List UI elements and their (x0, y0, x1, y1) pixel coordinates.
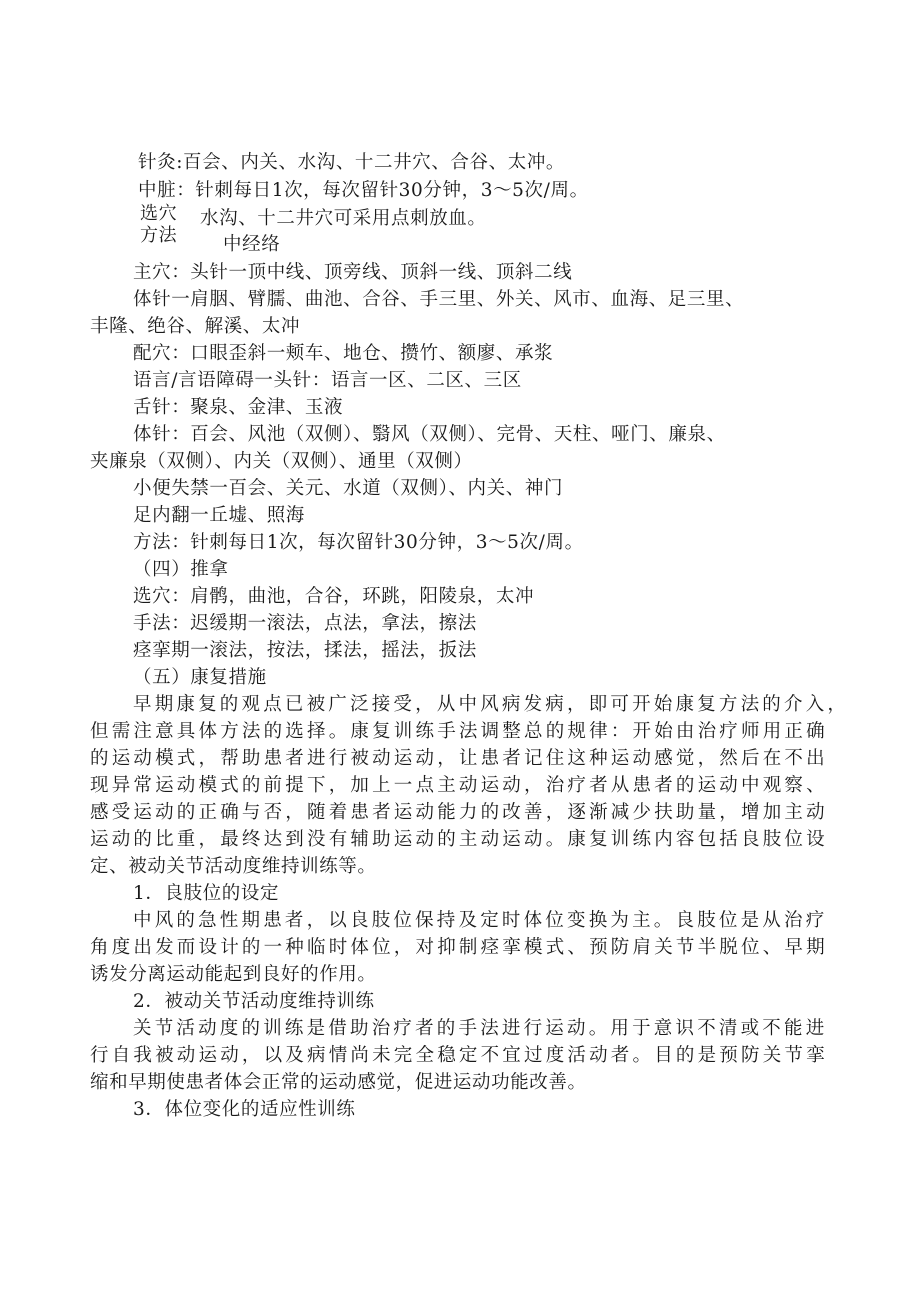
paragraph-line: 定、被动关节活动度维持训练等。 (90, 856, 377, 877)
text-line: 主穴：头针一顶中线、顶旁线、顶斜一线、顶斜二线 (133, 262, 573, 283)
text-line: 痉挛期一滚法，按法，揉法，摇法，扳法 (133, 640, 477, 661)
text-line: 方法：针刺每日1次，每次留针30分钟，3～5次/周。 (133, 532, 584, 553)
text-line: 中经络 (223, 234, 281, 255)
text-line: 选穴 (140, 203, 178, 224)
text-line: 选穴：肩鹘，曲池，合谷，环跳，阳陵泉，太冲 (133, 586, 535, 607)
section-heading: （四）推拿 (133, 559, 229, 580)
text-line: 体针：百会、风池（双侧）、翳风（双侧）、完骨、天柱、哑门、廉泉、 (133, 424, 726, 445)
text-line: 中脏：针刺每日1次，每次留针30分钟，3～5次/周。 (138, 180, 589, 201)
text-line: 方法 (140, 225, 178, 246)
paragraph-line: 诱发分离运动能起到良好的作用。 (90, 964, 377, 985)
paragraph-line: 现异常运动模式的前提下，加上一点主动运动，治疗者从患者的运动中观察、 (90, 775, 828, 796)
text-line: 语言/言语障碍一头针：语言一区、二区、三区 (133, 370, 522, 391)
paragraph-line: 中风的急性期患者，以良肢位保持及定时体位变换为主。良肢位是从治疗 (133, 910, 828, 931)
paragraph-line: 角度出发而设计的一种临时体位，对抑制痉挛模式、预防肩关节半脱位、早期 (90, 937, 828, 958)
paragraph-line: 早期康复的观点已被广泛接受，从中风病发病，即可开始康复方法的介入， (133, 694, 850, 715)
paragraph-line: 关节活动度的训练是借助治疗者的手法进行运动。用于意识不清或不能进 (133, 1018, 828, 1039)
paragraph-line: 感受运动的正确与否，随着患者运动能力的改善，逐渐减少扶助量，增加主动 (90, 802, 828, 823)
text-line: 舌针：聚泉、金津、玉液 (133, 397, 344, 418)
subsection-heading: 3．体位变化的适应性训练 (133, 1099, 356, 1120)
paragraph-line: 行自我被动运动，以及病情尚未完全稳定不宜过度活动者。目的是预防关节挛 (90, 1045, 828, 1066)
text-line: 手法：迟缓期一滚法，点法，拿法，擦法 (133, 613, 477, 634)
paragraph-line: 但需注意具体方法的选择。康复训练手法调整总的规律：开始由治疗师用正确 (90, 721, 828, 742)
text-line: 水沟、十二井穴可采用点刺放血。 (200, 208, 487, 229)
paragraph-line: 的运动模式，帮助患者进行被动运动，让患者记住这种运动感觉，然后在不出 (90, 748, 828, 769)
text-line: 配穴：口眼歪斜一颊车、地仓、攒竹、额廖、承浆 (133, 343, 554, 364)
text-line: 足内翻一丘墟、照海 (133, 505, 305, 526)
text-line: 夹廉泉（双侧）、内关（双侧）、通里（双侧） (90, 451, 473, 472)
section-heading: （五）康复措施 (133, 667, 267, 688)
text-line: 丰隆、绝谷、解溪、太冲 (90, 316, 301, 337)
text-line: 体针一肩胭、臂臑、曲池、合谷、手三里、外关、风市、血海、足三里、 (133, 289, 745, 310)
subsection-heading: 1．良肢位的设定 (133, 883, 280, 904)
paragraph-line: 运动的比重，最终达到没有辅助运动的主动运动。康复训练内容包括良肢位设 (90, 829, 828, 850)
text-line: 小便失禁一百会、关元、水道（双侧）、内关、神门 (133, 478, 564, 499)
text-line: 针灸:百会、内关、水沟、十二井穴、合谷、太冲。 (138, 152, 566, 173)
subsection-heading: 2．被动关节活动度维持训练 (133, 991, 375, 1012)
paragraph-line: 缩和早期使患者体会正常的运动感觉，促进运动功能改善。 (90, 1072, 587, 1093)
